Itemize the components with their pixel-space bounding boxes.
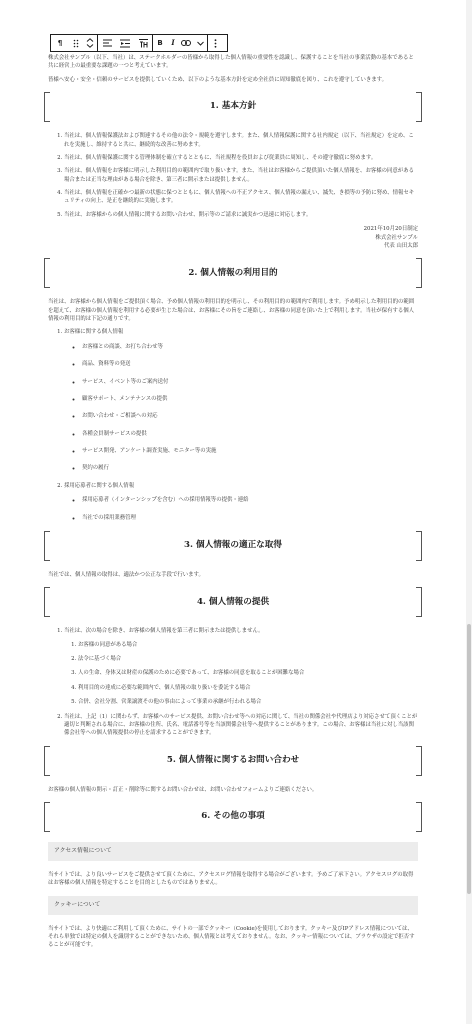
section-heading-box <box>48 746 418 776</box>
list-item: ◦ サービス、イベント等のご案内送付 <box>82 378 418 386</box>
block-toolbar <box>50 34 228 52</box>
section-paragraph: 当サイトでは、より良いサービスをご提供させて頂くために、アクセスログ情報を取得する場合がございます。予めご了承下さい。アクセスログの取得はお客様の個人情報を特定することを目的としたものではありません。 <box>48 871 414 887</box>
list-item: ◦ 各種会員制サービスの提供 <box>82 430 418 438</box>
list-item: 2. 法令に基づく場合 <box>78 655 418 663</box>
list-item <box>64 328 418 472</box>
section-heading-box <box>48 587 418 617</box>
section-heading: 3. 個人情報の適正な取得 <box>184 540 282 551</box>
drag-handle-icon[interactable] <box>69 35 83 51</box>
list-item: ◦ サービス開発、アンケート調査実施、モニター等の実施 <box>82 447 418 455</box>
subsection-heading: アクセス情報について <box>48 842 418 861</box>
move-up-down-icon[interactable] <box>83 35 97 51</box>
link-icon[interactable] <box>179 35 193 51</box>
list-item: ◦ 当社での採用業務管理 <box>82 514 418 522</box>
established-date: 2021年10月20日制定 <box>363 226 418 233</box>
list-item: 2. 当社は、上記（1）に関わらず、お客様へのサービス提供、お問い合わせ等への対応に関して、当社の関係会社や代理店より対応させて頂くことが適切と判断される場合に、お客様の住所、氏名、電話番号等を当該関係会社等へ提供することがあります。この場合、お客様は当社に対し当該関係会社等への個人情報提供の停止を請求することができます。 <box>64 713 418 738</box>
intro-paragraph: 皆様へ安心・安全・信頼のサービスを提供していくため、以下のような基本方針を定め全社員に周知徹底を図り、これを遵守していきます。 <box>48 76 387 83</box>
subsection-heading: クッキーについて <box>48 896 418 915</box>
exception-list <box>64 641 418 707</box>
section-paragraph: 当社は、お客様から個人情報をご提供頂く場合、予め個人情報の利用目的を明示し、その利用目的の範囲内で利用します。予め明示した利用目的の範囲を超えて、お客様の個人情報を利用する必要が生じた場合は、お客様にその旨をご連絡し、お客様の同意を頂いた上で利用します。当社が保有する個人情報の利用目的は下記の通りです。 <box>48 299 415 322</box>
group-title: 採用応募者に関する個人情報 <box>64 482 135 489</box>
list-item: 3. 当社は、個人情報をお客様に明示した利用目的の範囲内で取り扱います。また、当社はお客様からご提供頂いた個人情報を、お客様の同意がある場合または正当な理由がある場合を除き、第三者に開示または提供しません。 <box>64 167 418 184</box>
section-heading: 2. 個人情報の利用目的 <box>188 267 278 278</box>
scrollbar[interactable] <box>466 0 472 1024</box>
company-name: 株式会社サンプル <box>375 234 418 241</box>
scrollbar-thumb[interactable] <box>467 624 471 894</box>
intro-paragraph: 株式会社サンプル（以下、当社）は、ステークホルダーの皆様から取得した個人情報の重要性を認識し、保護することを当社の事業活動の基本であると共に経営上の最重要な課題の一つと考えています。 <box>48 55 414 70</box>
chevron-down-icon[interactable] <box>193 35 207 51</box>
list-item <box>64 482 418 522</box>
bold-button[interactable]: B <box>157 38 163 47</box>
section-heading-box <box>48 258 418 288</box>
list-item: ◦ 顧客サポート、メンテナンスの提供 <box>82 395 418 403</box>
list-item: 5. 当社は、お客様からの個人情報に関するお問い合わせ、開示等のご請求に誠実かつ迅速に対応します。 <box>64 211 418 219</box>
section-heading: 6. その他の事項 <box>201 811 265 822</box>
list-item: 5. 合併、会社分割、営業譲渡その他の事由によって事業の承継が行われる場合 <box>78 698 418 706</box>
provision-list <box>48 627 418 737</box>
section-paragraph: 当サイトでは、より快適にご利用して頂くために、サイトの一部でクッキー（Cookie)を使用しております。クッキー及びIPアドレス情報については、それら単独では特定の個人を識別することができないため、個人情報とは考えておりません。なお、クッキー情報については、ブラウザの設定で拒否することが可能です。 <box>48 925 415 949</box>
list-item: 1. 当社は、個人情報保護法および関連するその他の法令・規範を遵守します。また、個人情報保護に関する社内規定（以下、当社規定）を定め、これを実施し、維持すると共に、継続的な改善に努めます。 <box>64 132 418 149</box>
more-options-icon[interactable] <box>208 35 222 51</box>
indent-icon[interactable] <box>116 35 134 51</box>
paragraph-block-button[interactable] <box>51 35 69 51</box>
section-paragraph: お客様の個人情報の開示・訂正・削除等に関するお問い合わせは、お問い合わせフォームよりご連絡ください。 <box>48 786 318 793</box>
group-title: お客様に関する個人情報 <box>64 329 124 336</box>
list-item <box>64 627 418 706</box>
purpose-list <box>48 328 418 522</box>
list-item: 4. 当社は、個人情報を正確かつ最新の状態に保つとともに、個人情報への不正アクセス、個人情報の漏えい、滅失、き損等の予防に努め、情報セキュリティの向上、是正を継続的に実施します。 <box>64 189 418 206</box>
list-item: 3. 人の生命、身体又は財産の保護のために必要であって、お客様の同意を取ることが困難な場合 <box>78 669 418 677</box>
list-item: ◦ 商品、資料等の発送 <box>82 360 418 368</box>
list-item: 1. お客様の同意がある場合 <box>78 641 418 649</box>
list-item: 4. 利用目的の達成に必要な範囲内で、個人情報の取り扱いを委託する場合 <box>78 684 418 692</box>
list-item: ◦ お問い合わせ・ご相談への対応 <box>82 412 418 420</box>
list-item-text: 当社は、次の場合を除き、お客様の個人情報を第三者に開示または提供しません。 <box>64 628 264 635</box>
representative-name: 代表 山田太郎 <box>383 242 418 249</box>
list-item: ◦ お客様との商談、お打ち合わせ等 <box>82 343 418 351</box>
align-icon[interactable] <box>98 35 116 51</box>
list-item: ◦ 契約の履行 <box>82 464 418 472</box>
list-item: ◦ 採用応募者（インターンシップを含む）への採用情報等の提供・連絡 <box>82 496 418 504</box>
section-heading: 4. 個人情報の提供 <box>196 596 270 607</box>
section-paragraph: 当社では、個人情報の取得は、適法かつ公正な手段で行います。 <box>48 571 204 578</box>
heading-format-icon[interactable] <box>134 35 152 51</box>
section-heading: 1. 基本方針 <box>209 101 257 112</box>
signature-block <box>48 225 418 250</box>
basic-policy-list <box>48 132 418 219</box>
section-heading-box <box>48 531 418 561</box>
section-heading: 5. 個人情報に関するお問い合わせ <box>166 754 300 765</box>
section-heading-box <box>48 802 418 832</box>
section-heading-box <box>48 92 418 122</box>
list-item: 2. 当社は、個人情報保護に関する管理体制を確立するとともに、当社規程を役員および従業員に周知し、その遵守徹底に努めます。 <box>64 154 418 162</box>
paragraph-icon: ¶ <box>57 38 63 47</box>
italic-button[interactable]: I <box>171 37 175 47</box>
applicant-purpose-list <box>64 496 418 522</box>
customer-purpose-list <box>64 343 418 473</box>
